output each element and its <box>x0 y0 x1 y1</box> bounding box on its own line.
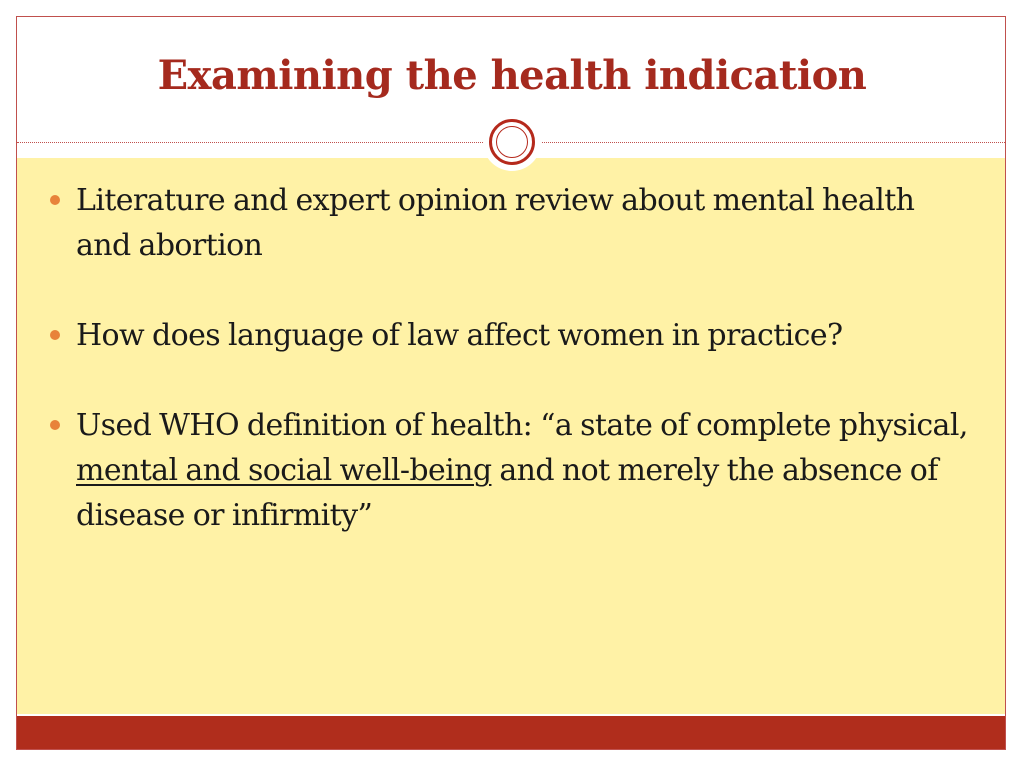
bullet-item-language-of-law <box>46 313 976 358</box>
inner-ring-icon <box>496 126 528 158</box>
bullet-dot-icon <box>50 420 60 430</box>
bullet-text-before: Used WHO definition of health: “a state of complete physical, <box>76 408 968 443</box>
footer-bar <box>17 716 1005 749</box>
slide-title: Examining the health indication <box>157 52 867 99</box>
bullet-text: Literature and expert opinion review about mental health and abortion <box>76 183 915 263</box>
bullet-item-literature-review <box>46 178 976 268</box>
bullet-dot-icon <box>50 195 60 205</box>
bullet-list <box>46 178 976 538</box>
bullet-dot-icon <box>50 330 60 340</box>
bullet-text-after: and not merely the absence of disease or infirmity” <box>76 453 938 533</box>
bullet-text: How does language of law affect women in practice? <box>76 318 843 353</box>
bullet-item-who-definition <box>46 403 976 538</box>
bullet-text-underlined: mental and social well-being <box>76 453 492 488</box>
